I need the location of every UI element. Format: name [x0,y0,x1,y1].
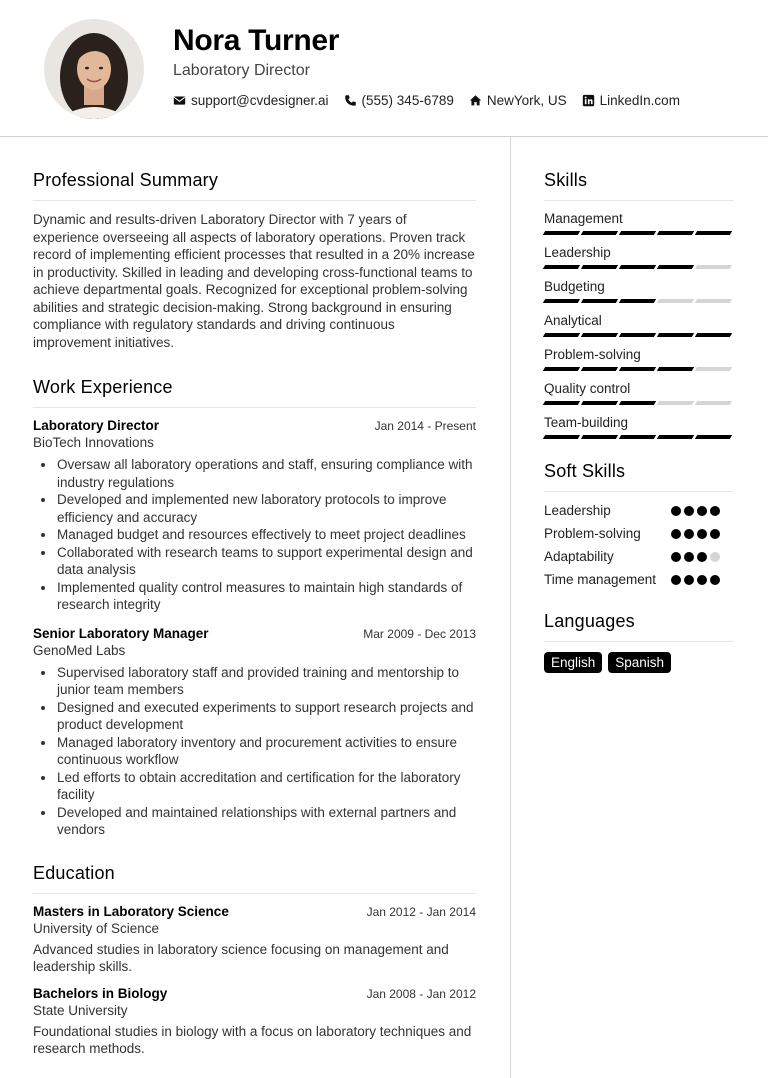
skill-item [544,415,734,439]
linkedin-icon [582,94,595,107]
soft-skills-section [544,461,734,589]
skill-level-bar [544,299,734,303]
rating-dot [684,529,694,539]
envelope-icon [173,94,186,107]
soft-skill-name: Problem-solving [544,526,641,541]
avatar [44,19,144,119]
candidate-name: Nora Turner [173,24,340,57]
skill-level-segment [581,333,618,337]
job-bullets [33,664,476,839]
skill-item [544,381,734,405]
rating-dot [710,575,720,585]
skill-item [544,347,734,371]
soft-skill-rating [671,529,720,539]
degree-title: Bachelors in Biology [33,985,168,1001]
skill-level-segment [581,299,618,303]
skill-level-bar [544,265,734,269]
rating-dot [671,575,681,585]
school-name: University of Science [33,920,160,936]
education-section [33,863,476,1058]
skill-level-bar [544,401,734,405]
education-desc: Advanced studies in laboratory science focusing on management and leadership skills. [33,941,449,974]
skill-level-segment [619,367,656,371]
skill-level-segment [543,435,580,439]
skill-level-segment [619,265,656,269]
soft-skill-rating [671,506,720,516]
resume-header [0,0,768,137]
languages-section [544,611,734,673]
education-entry [33,904,476,976]
email-text: support@cvdesigner.ai [191,93,329,108]
languages-heading: Languages [544,611,734,642]
contact-linkedin[interactable] [582,93,680,108]
skill-level-segment [657,299,694,303]
job-entry [33,418,476,614]
skill-item [544,313,734,337]
rating-dot [710,552,720,562]
location-text: NewYork, US [486,93,567,108]
skill-level-segment [657,231,694,235]
skill-name: Management [544,211,623,226]
skill-level-segment [619,231,656,235]
rating-dot [671,506,681,516]
soft-skill-rating [671,575,720,585]
skill-level-segment [543,265,580,269]
list-item: Designed and executed experiments to support research projects and product development [57,699,476,734]
main-column [33,170,476,1058]
skills-heading: Skills [544,170,734,201]
list-item: Collaborated with research teams to support experimental design and data analysis [57,544,476,579]
job-company: GenoMed Labs [33,642,126,658]
rating-dot [684,552,694,562]
rating-dot [684,575,694,585]
list-item: Implemented quality control measures to maintain high standards of research integrity [57,579,476,614]
school-name: State University [33,1002,128,1018]
job-date: Jan 2014 - Present [374,419,476,433]
list-item: Managed laboratory inventory and procurement activities to ensure continuous workflow [57,734,476,769]
list-item: Led efforts to obtain accreditation and certification for the laboratory facility [57,769,476,804]
soft-skills-list [544,502,734,589]
education-desc: Foundational studies in biology with a focus on laboratory techniques and research methods. [33,1023,472,1056]
skill-level-segment [657,333,694,337]
contact-phone[interactable] [344,93,454,108]
skill-item [544,279,734,303]
home-icon [469,94,482,107]
soft-skill-item [544,571,734,589]
soft-skill-name: Time management [544,572,657,587]
linkedin-text: LinkedIn.com [599,93,680,108]
skill-item [544,245,734,269]
contact-bar [173,93,695,108]
skill-level-segment [581,265,618,269]
job-entry [33,626,476,839]
language-badge: Spanish [608,652,671,673]
skill-level-segment [581,401,618,405]
soft-skill-item [544,525,734,543]
list-item: Developed and maintained relationships with external partners and vendors [57,804,476,839]
language-badge: English [544,652,602,673]
soft-skill-item [544,548,734,566]
education-date: Jan 2008 - Jan 2012 [366,986,476,1001]
list-item: Developed and implemented new laboratory protocols to improve efficiency and accuracy [57,491,476,526]
soft-skill-name: Adaptability [544,549,614,564]
skill-name: Analytical [544,313,602,328]
skill-level-segment [543,299,580,303]
summary-heading: Professional Summary [33,170,476,201]
rating-dot [710,529,720,539]
skill-level-segment [695,401,732,405]
skill-level-segment [657,265,694,269]
rating-dot [697,529,707,539]
skill-name: Team-building [544,415,629,430]
job-title: Laboratory Director [33,418,160,433]
skill-level-segment [657,367,694,371]
skill-level-bar [544,435,734,439]
skills-list [544,211,734,439]
skill-name: Problem-solving [544,347,641,362]
skill-level-segment [619,401,656,405]
degree-title: Masters in Laboratory Science [33,903,229,919]
skill-name: Leadership [544,245,611,260]
list-item: Managed budget and resources effectively to meet project deadlines [57,526,476,544]
skill-level-segment [543,401,580,405]
skill-name: Budgeting [544,279,605,294]
skill-level-segment [657,401,694,405]
skill-level-bar [544,231,734,235]
skill-level-segment [657,435,694,439]
education-date: Jan 2012 - Jan 2014 [366,904,476,919]
education-entry [33,986,476,1058]
experience-heading: Work Experience [33,377,476,408]
languages-list [544,652,734,673]
summary-section [33,170,476,351]
soft-skill-name: Leadership [544,503,611,518]
rating-dot [697,552,707,562]
skill-level-segment [619,299,656,303]
list-item: Oversaw all laboratory operations and staff, ensuring compliance with industry regulations [57,456,476,491]
skill-level-segment [581,367,618,371]
skill-level-segment [543,367,580,371]
soft-skills-heading: Soft Skills [544,461,734,492]
skill-level-segment [695,299,732,303]
job-date: Mar 2009 - Dec 2013 [363,626,476,641]
skill-item [544,211,734,235]
job-bullets [33,456,476,614]
education-heading: Education [33,863,476,894]
rating-dot [697,506,707,516]
contact-email[interactable] [173,93,329,108]
rating-dot [684,506,694,516]
phone-icon [344,94,357,107]
job-title: Senior Laboratory Manager [33,625,209,641]
skill-level-segment [695,265,732,269]
skill-level-segment [695,231,732,235]
skill-level-segment [581,231,618,235]
phone-text: (555) 345-6789 [361,93,454,108]
summary-text: Dynamic and results-driven Laboratory Director with 7 years of experience overseeing all aspects of laboratory operations. Proven track record of implementing efficient processes that resulted in a 20% increase in productivity. Skilled in leading and developing cross-functional teams to achieve departmental goals. Recognized for exceptional problem-solving abilities and strategic decision-making. Strong background in ensuring compliance with regulatory standards and driving continuous improvement initiatives. [33,212,475,350]
skills-section [544,170,734,439]
experience-section [33,377,476,839]
candidate-title: Laboratory Director [173,62,310,79]
skill-level-segment [543,333,580,337]
skill-name: Quality control [544,381,631,396]
rating-dot [671,552,681,562]
skill-level-bar [544,367,734,371]
list-item: Supervised laboratory staff and provided training and mentorship to junior team members [57,664,476,699]
job-company: BioTech Innovations [33,435,154,450]
soft-skill-item [544,502,734,520]
column-divider [510,137,511,1078]
skill-level-segment [619,333,656,337]
skill-level-segment [695,333,732,337]
skill-level-segment [581,435,618,439]
contact-location[interactable] [469,93,567,108]
skill-level-bar [544,333,734,337]
skill-level-segment [619,435,656,439]
side-column [544,170,734,673]
skill-level-segment [695,367,732,371]
rating-dot [697,575,707,585]
skill-level-segment [543,231,580,235]
rating-dot [710,506,720,516]
soft-skill-rating [671,552,720,562]
rating-dot [671,529,681,539]
skill-level-segment [695,435,732,439]
